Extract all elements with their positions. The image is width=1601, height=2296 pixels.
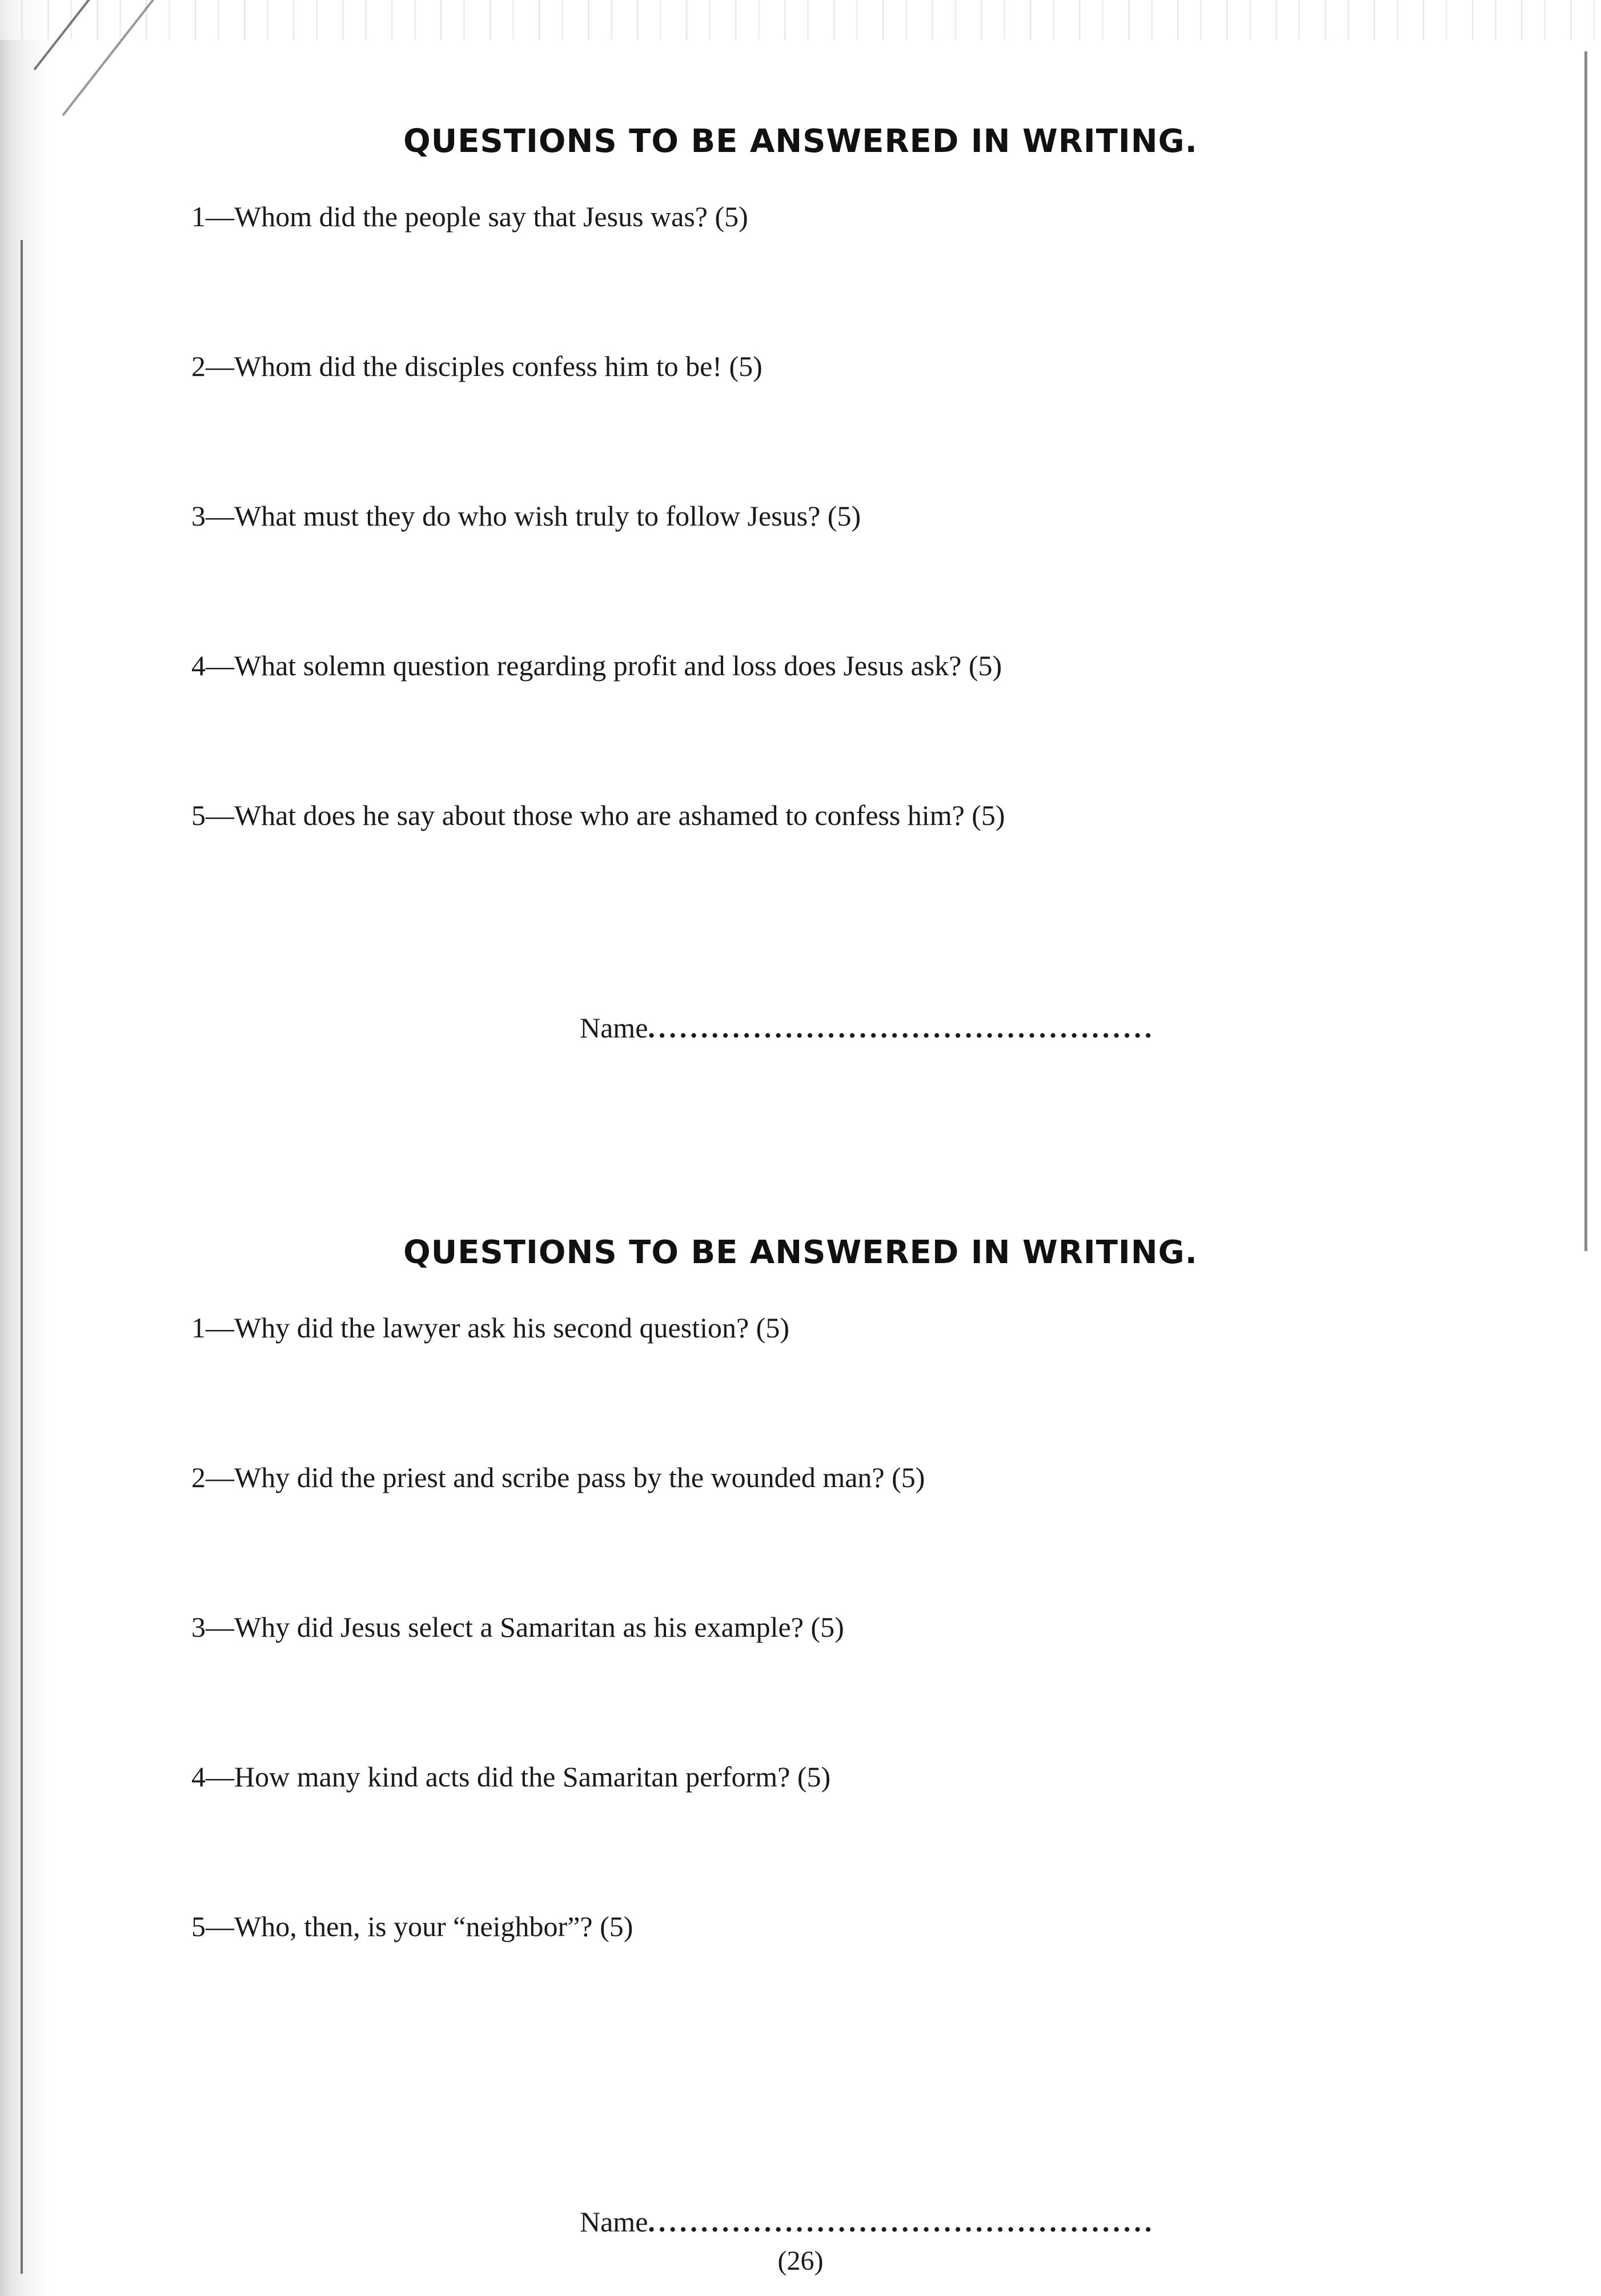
name-dots: ................................................ [648,1012,1155,1044]
question-4: 4—How many kind acts did the Samaritan perform? (5) [191,1761,831,1793]
name-label: Name [580,1012,648,1044]
name-dots: ................................................ [648,2206,1155,2238]
question-3: 3—What must they do who wish truly to follow Jesus? (5) [191,500,861,532]
question-5: 5—Who, then, is your “neighbor”? (5) [191,1910,633,1942]
name-line [580,1011,1155,1044]
section-heading: QUESTIONS TO BE ANSWERED IN WRITING. [403,123,1198,160]
section-heading: QUESTIONS TO BE ANSWERED IN WRITING. [403,1234,1198,1271]
question-3: 3—Why did Jesus select a Samaritan as his example? (5) [191,1611,844,1643]
scan-top-speckle [0,0,1601,40]
scan-left-edge [0,0,51,2296]
name-line [580,2205,1155,2238]
question-2: 2—Why did the priest and scribe pass by the wounded man? (5) [191,1461,925,1493]
name-label: Name [580,2206,648,2238]
question-5: 5—What does he say about those who are ashamed to confess him? (5) [191,799,1005,831]
right-margin-rule [1584,51,1587,1251]
page-number: (26) [777,2246,824,2276]
question-2: 2—Whom did the disciples confess him to be! (5) [191,350,763,382]
question-1: 1—Whom did the people say that Jesus was? (5) [191,201,748,233]
question-1: 1—Why did the lawyer ask his second question? (5) [191,1312,789,1344]
question-4: 4—What solemn question regarding profit and loss does Jesus ask? (5) [191,650,1002,682]
